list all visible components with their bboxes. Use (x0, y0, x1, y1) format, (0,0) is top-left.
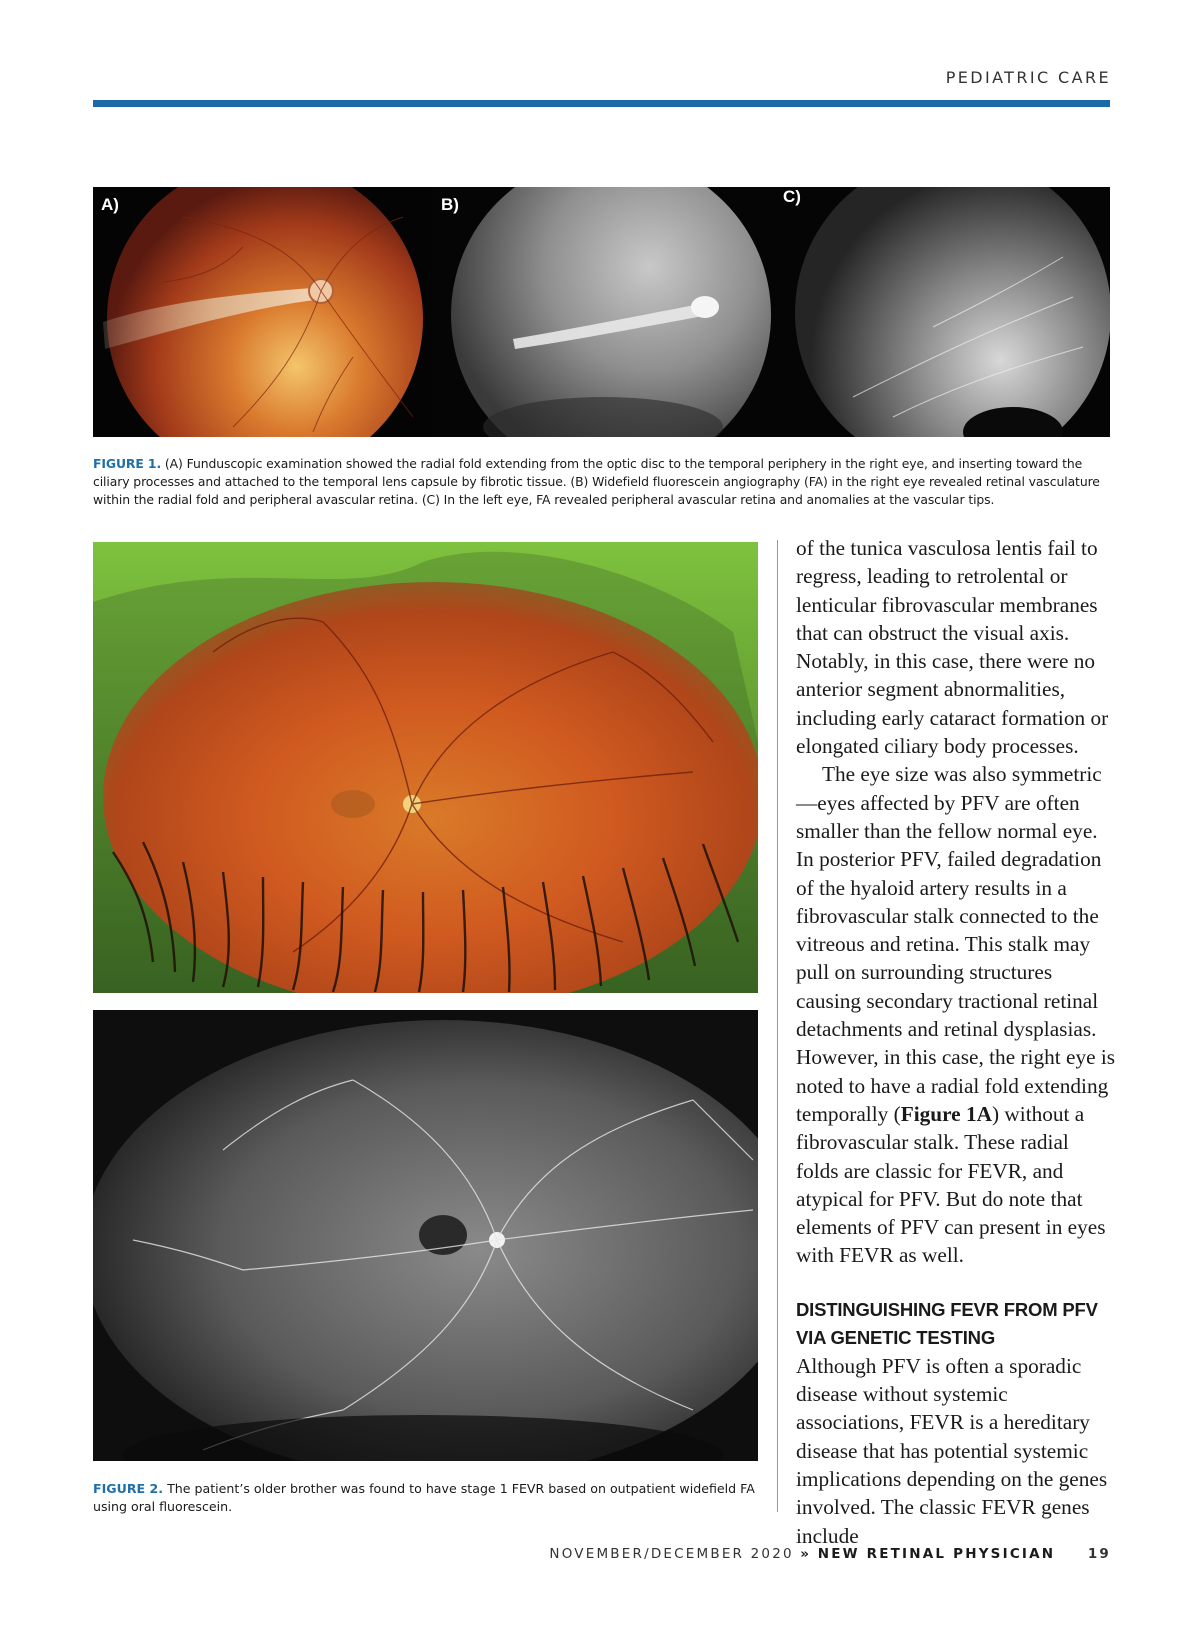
figure-1 (93, 187, 1110, 437)
figure-1-caption-label: FIGURE 1. (93, 456, 162, 471)
footer-issue: NOVEMBER/DECEMBER 2020 (549, 1546, 794, 1562)
figure-2-caption (93, 1480, 758, 1516)
body-paragraph: Although PFV is often a sporadic disease without systemic associations, FEVR is a hereditary disease that has potential systemic implications depending on the genes involved. The classic FEVR genes include (796, 1353, 1108, 1548)
widefield-fundus-image (93, 542, 758, 993)
widefield-fa-grayscale-image (93, 1010, 758, 1461)
fundus-color-image (93, 187, 433, 437)
body-text-column (796, 534, 1116, 1550)
section-subheading: DISTINGUISHING FEVR FROM PFV VIA GENETIC TESTING (796, 1298, 1098, 1348)
section-label: PEDIATRIC CARE (945, 68, 1111, 87)
figure-2-widefield-fa-image (93, 1010, 758, 1461)
figure-1a-fundus-photo (93, 187, 433, 437)
body-text-segment: The eye size was also symmetric—eyes affected by PFV are often smaller than the fellow normal eye. In posterior PFV, failed degradation of the hyaloid artery results in a fibrovascular stalk connected to the vitreous and retina. This stalk may pull on surrounding structures causing secondary tractional retinal detachments and retinal dysplasias. However, in this case, the right eye is noted to have a radial fold extending temporally ( (796, 762, 1116, 1126)
page-number: 19 (1087, 1546, 1111, 1562)
figure-1-caption-text: (A) Funduscopic examination showed the radial fold extending from the optic disc to the temporal periphery in the right eye, and inserting toward the ciliary processes and attached to the temporal lens capsule by fibrotic tissue. (B) Widefield fluorescein angiography (FA) in the right eye revealed retinal vasculature within the radial fold and peripheral avascular retina. (C) In the left eye, FA revealed peripheral avascular retina and anomalies at the vascular tips. (93, 456, 1100, 507)
footer-publication: NEW RETINAL PHYSICIAN (817, 1546, 1056, 1562)
figure-2-caption-label: FIGURE 2. (93, 1481, 164, 1496)
body-paragraph (796, 760, 1116, 1269)
figure-2-caption-text: The patient’s older brother was found to have stage 1 FEVR based on outpatient widefield FA using oral fluorescein. (93, 1481, 755, 1514)
figure-1b-fa-right-eye (433, 187, 773, 437)
figure-reference: Figure 1A (900, 1101, 992, 1126)
panel-label-a: A) (101, 195, 119, 214)
fa-grayscale-image (433, 187, 773, 437)
header-rule (93, 100, 1110, 107)
page-footer (549, 1546, 1111, 1562)
footer-separator: » (800, 1546, 812, 1562)
figure-2-widefield-color-image (93, 542, 758, 993)
figure-1-caption (93, 455, 1110, 509)
column-rule (777, 540, 778, 1512)
panel-label-b: B) (441, 195, 459, 214)
figure-1c-fa-left-eye (773, 187, 1110, 437)
panel-label-c: C) (783, 187, 801, 206)
fa-grayscale-image (773, 187, 1110, 437)
body-paragraph: of the tunica vasculosa lentis fail to regress, leading to retrolental or lenticular fibrovascular membranes that can obstruct the visual axis. Notably, in this case, there were no anterior segment abnormalities, including early cataract formation or elongated ciliary body processes. (796, 536, 1109, 759)
body-text-segment: ) without a fibrovascular stalk. These radial folds are classic for FEVR, and atypical for PFV. But do note that elements of PFV can present in eyes with FEVR as well. (796, 1101, 1106, 1268)
